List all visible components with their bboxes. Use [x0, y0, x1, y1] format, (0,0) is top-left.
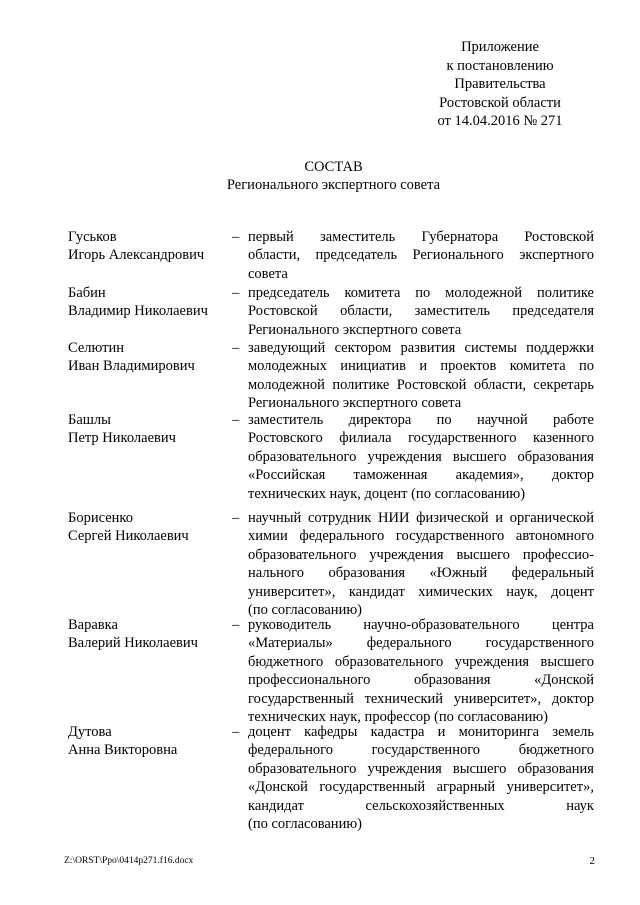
member-role-line: кандидат сельскохозяйственных наук: [248, 797, 594, 814]
member-dash: –: [232, 724, 240, 740]
member-name: Валерий Николаевич: [68, 635, 198, 652]
member-role-line: председатель комитета по молодежной политике: [248, 285, 594, 301]
member-dash: –: [232, 340, 240, 356]
member-role-line: руководитель научно-образовательного центра: [248, 617, 594, 633]
member-role: [248, 509, 594, 619]
appendix-line: Правительства: [454, 76, 546, 93]
member-role-line: образовательного учреждения высшего профессио-: [248, 546, 594, 563]
member-role-line: университет», кандидат химических наук, доцент: [248, 583, 594, 600]
member-role: [248, 411, 594, 503]
member-role-line: заместитель директора по научной работе: [248, 412, 594, 428]
member-role-line: Ростовского филиала государственного казенного: [248, 430, 594, 447]
member-dash: –: [232, 412, 240, 428]
document-title: [0, 158, 640, 194]
appendix-line: к постановлению: [446, 57, 554, 74]
appendix-line: Ростовской области: [439, 94, 561, 111]
member-role-line: первый заместитель Губернатора Ростовской: [248, 229, 594, 245]
member-person: [68, 509, 228, 546]
member-person: [68, 411, 228, 448]
member-surname: Гуськов: [68, 229, 117, 245]
member-role: [248, 616, 594, 726]
member-role-line: государственный технический университет», доктор: [248, 690, 594, 707]
member-dash: –: [232, 229, 240, 245]
member-name: Иван Владимирович: [68, 358, 195, 375]
member-role-line: «Материалы» федерального государственного: [248, 635, 594, 652]
member-role-line: химии федерального государственного автономного: [248, 528, 594, 545]
member-role-line: «Донской государственный аграрный университет»,: [248, 779, 594, 796]
member-surname: Бабин: [68, 285, 106, 301]
member-surname: Варавка: [68, 617, 118, 633]
member-dash: –: [232, 510, 240, 526]
member-role-line: «Российская таможенная академия», доктор: [248, 467, 594, 484]
member-role-line: образовательного учреждения высшего образования: [248, 760, 594, 777]
member-dash: –: [232, 617, 240, 633]
member-role: [248, 723, 594, 833]
member-role: [248, 228, 594, 283]
member-role-line: Регионального экспертного совета: [248, 321, 462, 338]
member-dash: –: [232, 285, 240, 301]
member-role-line: технических наук, профессор (по согласованию): [248, 708, 548, 725]
member-name: Владимир Николаевич: [68, 303, 208, 320]
member-role-line: технических наук, доцент (по согласованию): [248, 485, 526, 502]
appendix-header: [400, 38, 600, 131]
member-person: [68, 723, 228, 760]
member-role-line: профессионального образования «Донской: [248, 672, 594, 689]
appendix-line: Приложение: [461, 39, 539, 55]
member-role-line: совета: [248, 265, 288, 282]
member-name: Сергей Николаевич: [68, 528, 189, 545]
member-role-line: образовательного учреждения высшего образования: [248, 448, 594, 465]
member-surname: Дутова: [68, 724, 112, 740]
footer-page-number: 2: [589, 855, 595, 867]
member-role-line: Регионального экспертного совета: [248, 395, 462, 412]
member-role-line: доцент кафедры кадастра и мониторинга земель: [248, 724, 594, 740]
member-role-line: молодежных инициатив и проектов комитета по: [248, 358, 594, 375]
member-role-line: федерального государственного бюджетного: [248, 742, 594, 759]
member-surname: Башлы: [68, 412, 111, 428]
member-surname: Борисенко: [68, 510, 133, 526]
member-name: Игорь Александрович: [68, 247, 205, 264]
member-name: Петр Николаевич: [68, 430, 176, 447]
appendix-line: от 14.04.2016 № 271: [437, 113, 563, 130]
member-name: Анна Викторовна: [68, 742, 178, 759]
member-role-line: бюджетного образовательного учреждения высшего: [248, 653, 594, 670]
member-role-line: (по согласованию): [248, 601, 362, 618]
member-role-line: Ростовской области, заместитель председателя: [248, 303, 594, 320]
member-role: [248, 339, 594, 413]
member-role-line: научный сотрудник НИИ физической и органической: [248, 510, 594, 526]
member-role-line: нального образования «Южный федеральный: [248, 565, 594, 582]
member-role-line: молодежной политике Ростовской области, секретарь: [248, 376, 594, 393]
member-role-line: области, председатель Регионального экспертного: [248, 247, 594, 264]
footer-file-path: Z:\ORST\Ppo\0414p271.f16.docx: [64, 856, 194, 866]
member-person: [68, 339, 228, 376]
member-role: [248, 284, 594, 339]
member-person: [68, 228, 228, 265]
member-surname: Селютин: [68, 340, 125, 356]
member-person: [68, 616, 228, 653]
member-person: [68, 284, 228, 321]
member-role-line: заведующий сектором развития системы поддержки: [248, 340, 594, 356]
title-subheading: Регионального экспертного совета: [226, 177, 441, 193]
title-heading: СОСТАВ: [304, 159, 363, 175]
member-role-line: (по согласованию): [248, 815, 362, 832]
